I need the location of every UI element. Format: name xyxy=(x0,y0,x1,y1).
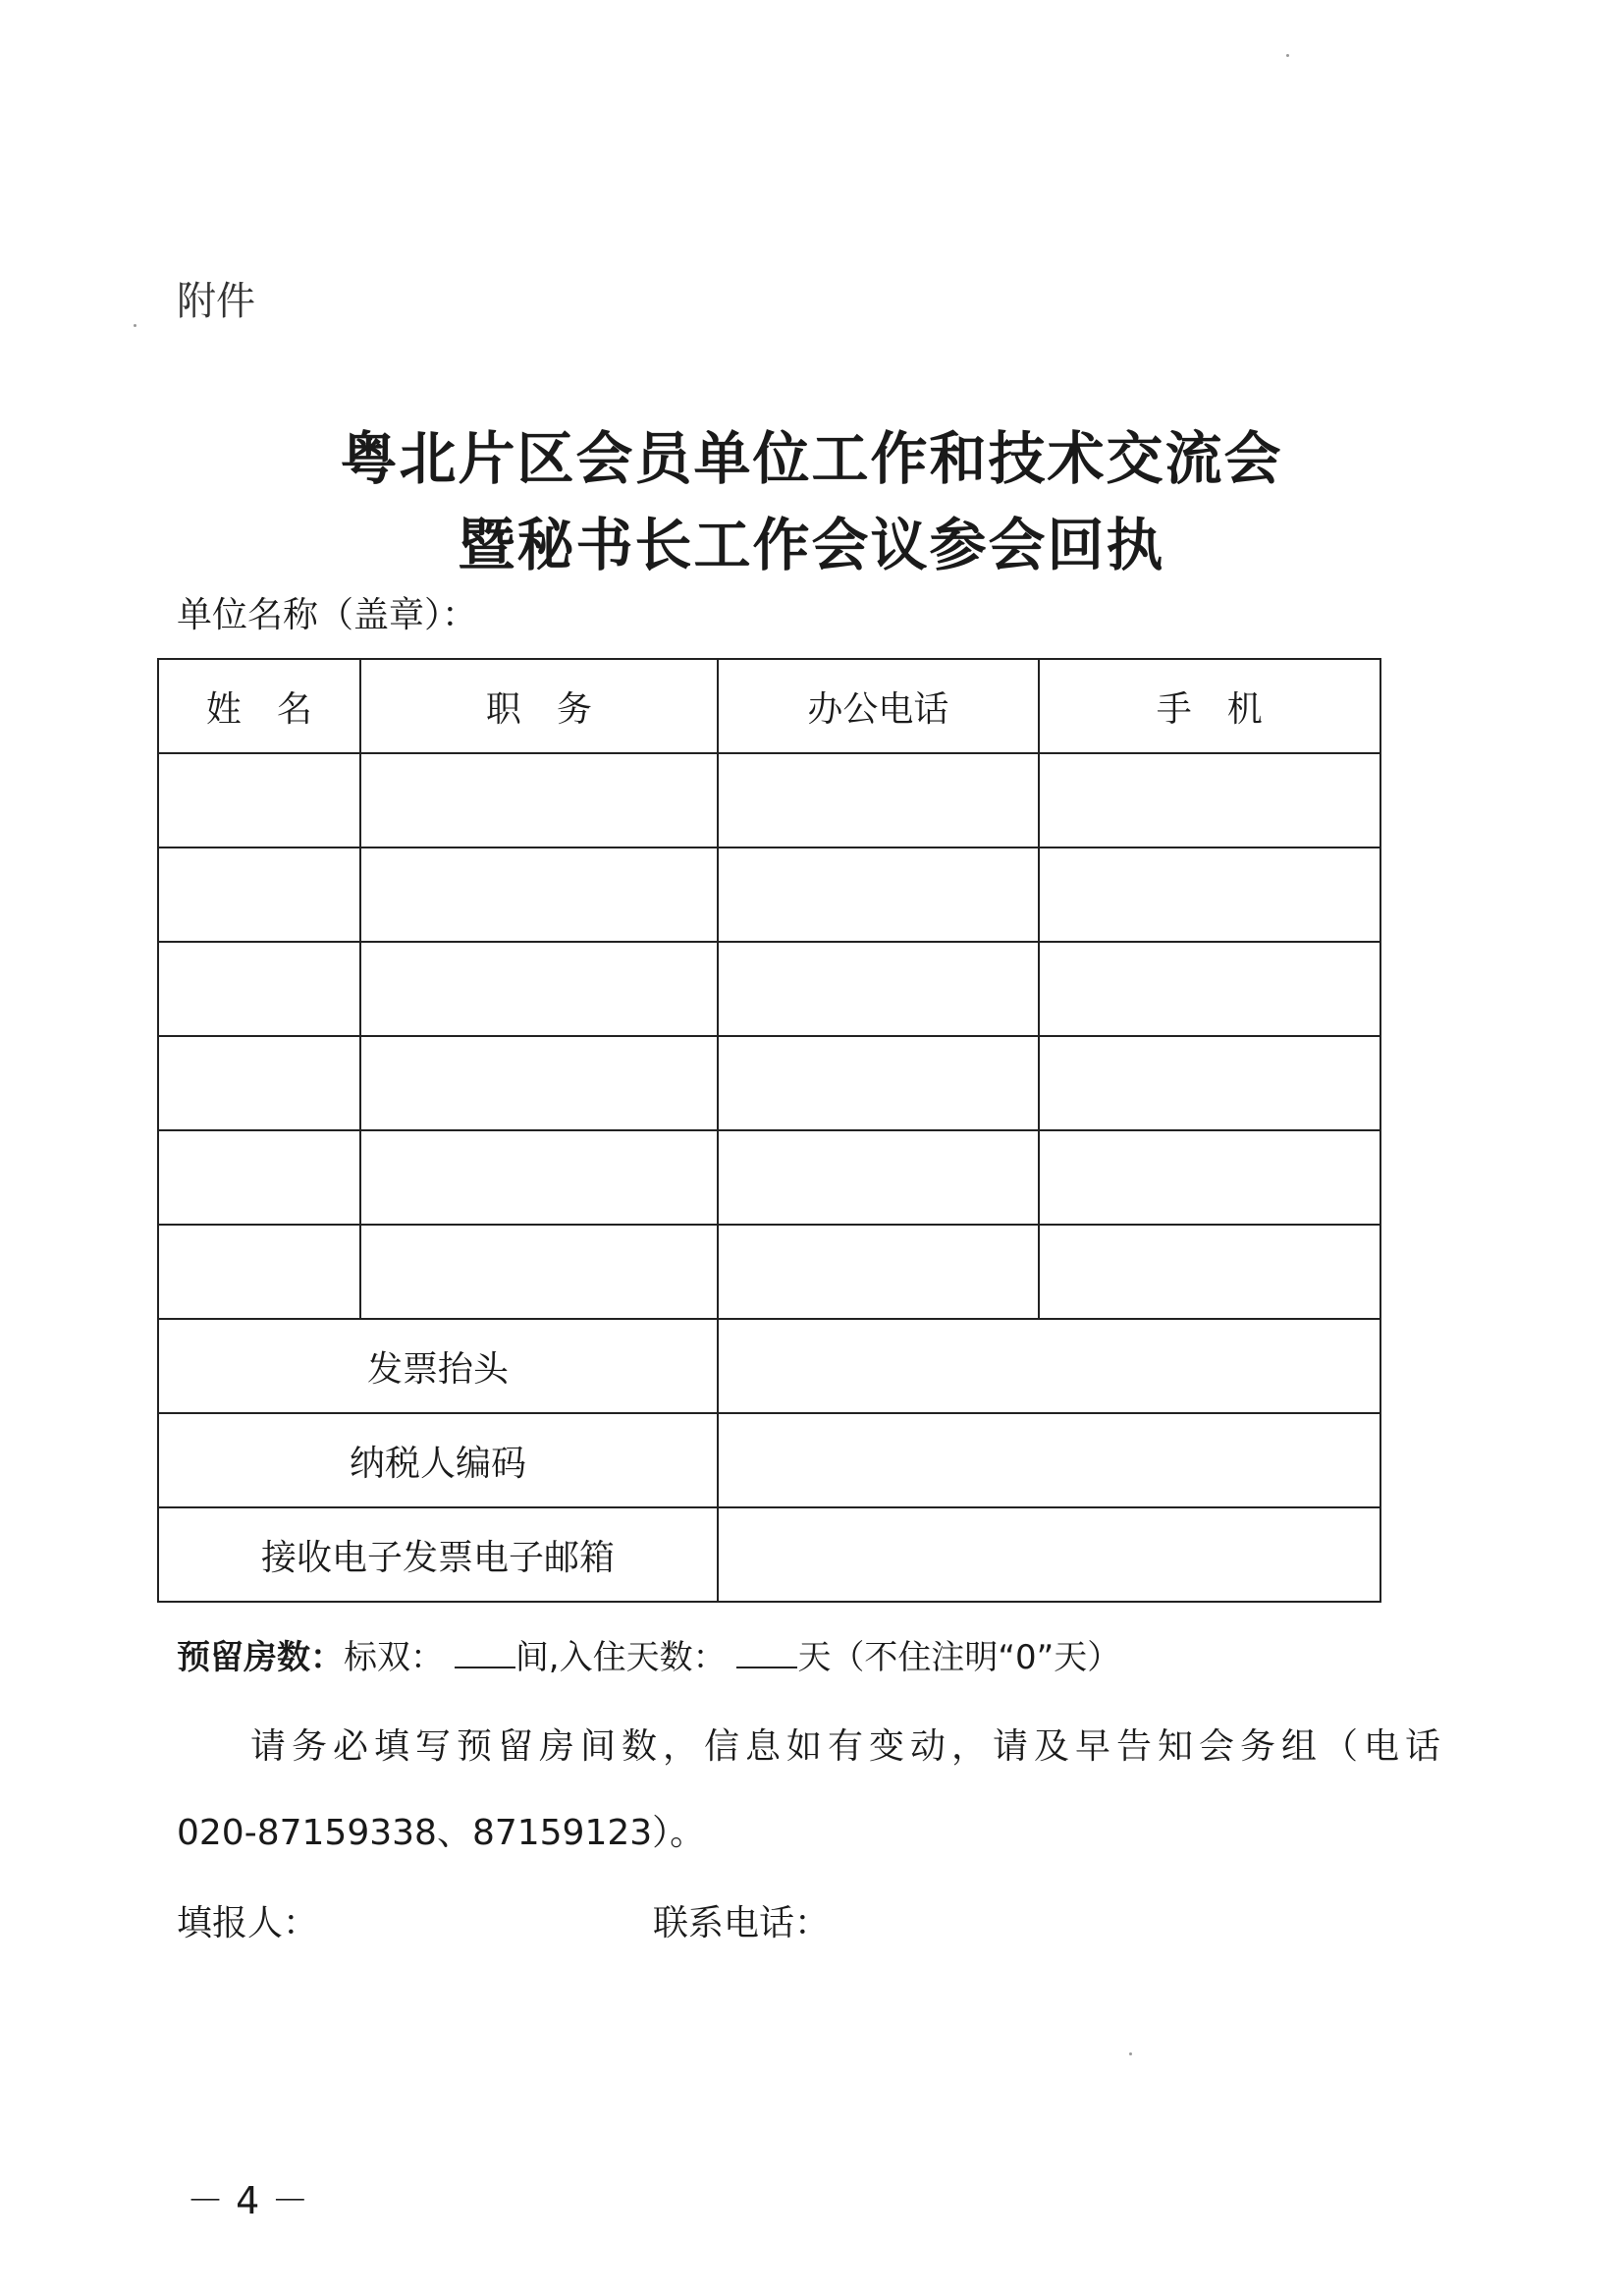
page-title-line1: 粤北片区会员单位工作和技术交流会 xyxy=(340,425,1283,492)
office-phone-cell[interactable] xyxy=(718,1130,1038,1225)
contact-phone-label: 联系电话： xyxy=(653,1903,831,1943)
invoice-title-label: 发票抬头 xyxy=(158,1319,718,1413)
position-cell[interactable] xyxy=(360,1036,718,1130)
mobile-cell[interactable] xyxy=(1039,847,1380,942)
table-row xyxy=(158,942,1380,1036)
table-row xyxy=(158,1130,1380,1225)
invoice-title-row xyxy=(158,1319,1380,1413)
page-number: － 4 － xyxy=(187,2179,309,2222)
header-mobile: 手 机 xyxy=(1039,659,1380,753)
office-phone-cell[interactable] xyxy=(718,942,1038,1036)
table-row xyxy=(158,753,1380,847)
office-phone-cell[interactable] xyxy=(718,753,1038,847)
table-row xyxy=(158,1036,1380,1130)
invoice-title-value[interactable] xyxy=(718,1319,1380,1413)
days-blank[interactable] xyxy=(736,1637,797,1668)
position-cell[interactable] xyxy=(360,1130,718,1225)
position-cell[interactable] xyxy=(360,942,718,1036)
taxpayer-id-value[interactable] xyxy=(718,1413,1380,1507)
position-cell[interactable] xyxy=(360,847,718,942)
filler-label: 填报人： xyxy=(177,1903,319,1943)
header-position: 职 务 xyxy=(360,659,718,753)
taxpayer-id-label: 纳税人编码 xyxy=(158,1413,718,1507)
name-cell[interactable] xyxy=(158,1225,360,1319)
scan-speck xyxy=(134,324,136,327)
scan-speck xyxy=(1129,2052,1132,2055)
office-phone-cell[interactable] xyxy=(718,1225,1038,1319)
header-office-phone: 办公电话 xyxy=(718,659,1038,753)
table-header-row xyxy=(158,659,1380,753)
name-cell[interactable] xyxy=(158,1036,360,1130)
mobile-cell[interactable] xyxy=(1039,1225,1380,1319)
rooms-unit: 间,入住天数： xyxy=(514,1638,727,1677)
days-unit: 天（不住注明“0”天） xyxy=(797,1638,1121,1677)
note-line2: 020-87159338、87159123）。 xyxy=(177,1813,706,1853)
position-cell[interactable] xyxy=(360,753,718,847)
table-row xyxy=(158,1225,1380,1319)
invoice-email-label: 接收电子发票电子邮箱 xyxy=(158,1507,718,1602)
office-phone-cell[interactable] xyxy=(718,847,1038,942)
invoice-email-row xyxy=(158,1507,1380,1602)
taxpayer-id-row xyxy=(158,1413,1380,1507)
position-cell[interactable] xyxy=(360,1225,718,1319)
rooms-blank[interactable] xyxy=(455,1637,515,1668)
attachment-label: 附件 xyxy=(177,279,255,324)
booking-label: 预留房数： xyxy=(177,1638,344,1677)
attendance-form-table xyxy=(157,658,1381,1603)
name-cell[interactable] xyxy=(158,1130,360,1225)
standard-room-label: 标双： xyxy=(344,1638,444,1677)
page-title-line2: 暨秘书长工作会议参会回执 xyxy=(458,512,1165,578)
header-name: 姓 名 xyxy=(158,659,360,753)
mobile-cell[interactable] xyxy=(1039,1130,1380,1225)
note-line1: 请务必填写预留房间数，信息如有变动，请及早告知会务组（电话 xyxy=(250,1726,1447,1767)
scan-speck xyxy=(1286,54,1289,57)
office-phone-cell[interactable] xyxy=(718,1036,1038,1130)
name-cell[interactable] xyxy=(158,847,360,942)
invoice-email-value[interactable] xyxy=(718,1507,1380,1602)
unit-name-label: 单位名称（盖章）： xyxy=(177,595,478,635)
mobile-cell[interactable] xyxy=(1039,942,1380,1036)
name-cell[interactable] xyxy=(158,942,360,1036)
mobile-cell[interactable] xyxy=(1039,1036,1380,1130)
name-cell[interactable] xyxy=(158,753,360,847)
mobile-cell[interactable] xyxy=(1039,753,1380,847)
room-booking-line xyxy=(177,1630,1120,1678)
table-row xyxy=(158,847,1380,942)
